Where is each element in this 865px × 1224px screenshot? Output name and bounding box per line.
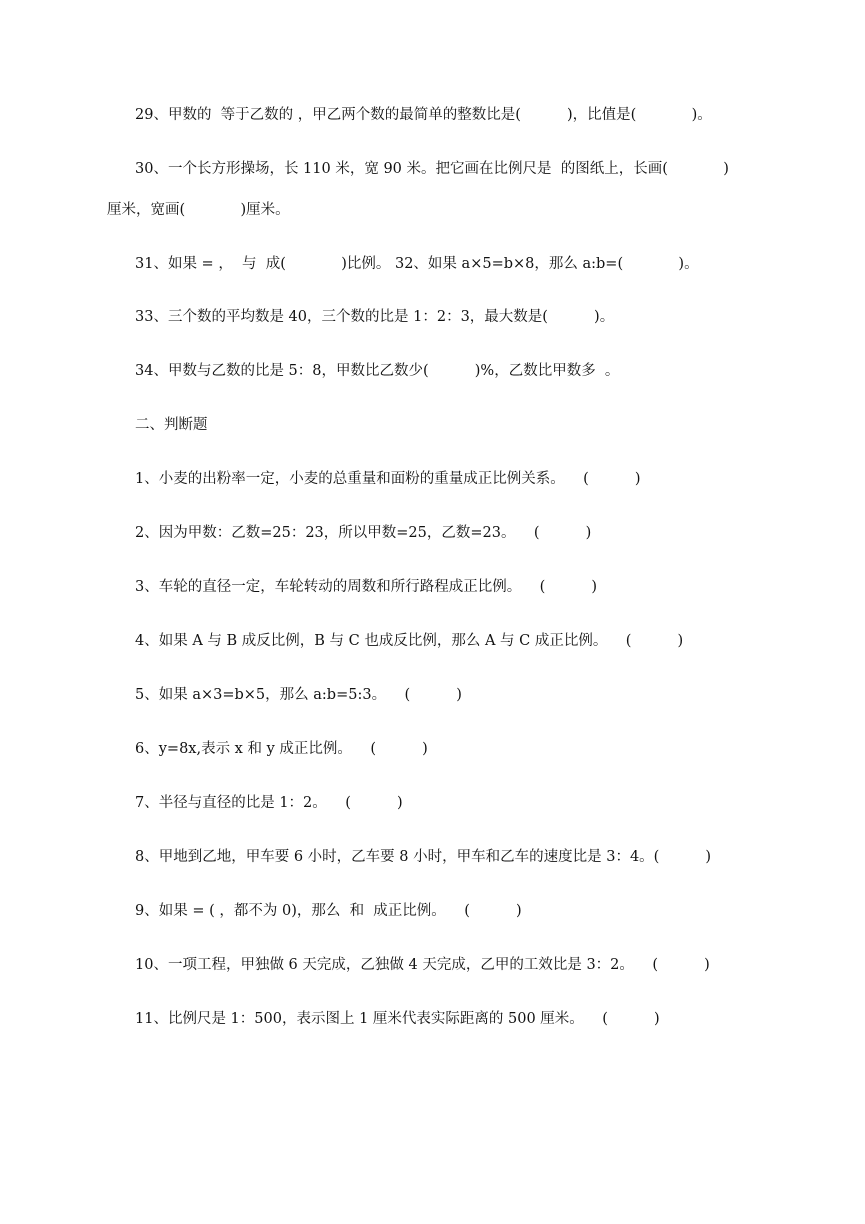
- question-33: 33、三个数的平均数是 40，三个数的比是 1：2：3，最大数是( )。: [135, 309, 615, 325]
- judge-1: 1、小麦的出粉率一定，小麦的总重量和面粉的重量成正比例关系。 ( ): [135, 471, 641, 487]
- judge-2: 2、因为甲数：乙数=25：23，所以甲数=25，乙数=23。 ( ): [135, 525, 592, 541]
- question-34: 34、甲数与乙数的比是 5：8，甲数比乙数少( )%，乙数比甲数多 。: [135, 363, 620, 379]
- question-30-continued: 厘米，宽画( )厘米。: [107, 202, 290, 218]
- question-30: 30、一个长方形操场，长 110 米，宽 90 米。把它画在比例尺是 的图纸上，长画( ): [135, 161, 729, 177]
- judge-7: 7、半径与直径的比是 1：2。 ( ): [135, 795, 403, 811]
- section-heading: 二、判断题: [135, 417, 208, 433]
- question-31-32: 31、如果 = ， 与 成( )比例。 32、如果 a×5=b×8，那么 a:b=( )。: [135, 256, 699, 272]
- judge-6: 6、y=8x,表示 x 和 y 成正比例。 ( ): [135, 741, 428, 757]
- question-29: 29、甲数的 等于乙数的 ，甲乙两个数的最简单的整数比是( )，比值是( )。: [135, 107, 712, 123]
- judge-4: 4、如果 A 与 B 成反比例，B 与 C 也成反比例，那么 A 与 C 成正比例。 ( ): [135, 633, 684, 649]
- judge-11: 11、比例尺是 1：500，表示图上 1 厘米代表实际距离的 500 厘米。 ( ): [135, 1011, 660, 1027]
- judge-3: 3、车轮的直径一定，车轮转动的周数和所行路程成正比例。 ( ): [135, 579, 598, 595]
- judge-10: 10、一项工程，甲独做 6 天完成，乙独做 4 天完成，乙甲的工效比是 3：2。 ( ): [135, 957, 710, 973]
- judge-5: 5、如果 a×3=b×5，那么 a:b=5:3。 ( ): [135, 687, 462, 703]
- judge-9: 9、如果 = ( ，都不为 0)，那么 和 成正比例。 ( ): [135, 903, 522, 919]
- judge-8: 8、甲地到乙地，甲车要 6 小时，乙车要 8 小时，甲车和乙车的速度比是 3：4。( ): [135, 849, 712, 865]
